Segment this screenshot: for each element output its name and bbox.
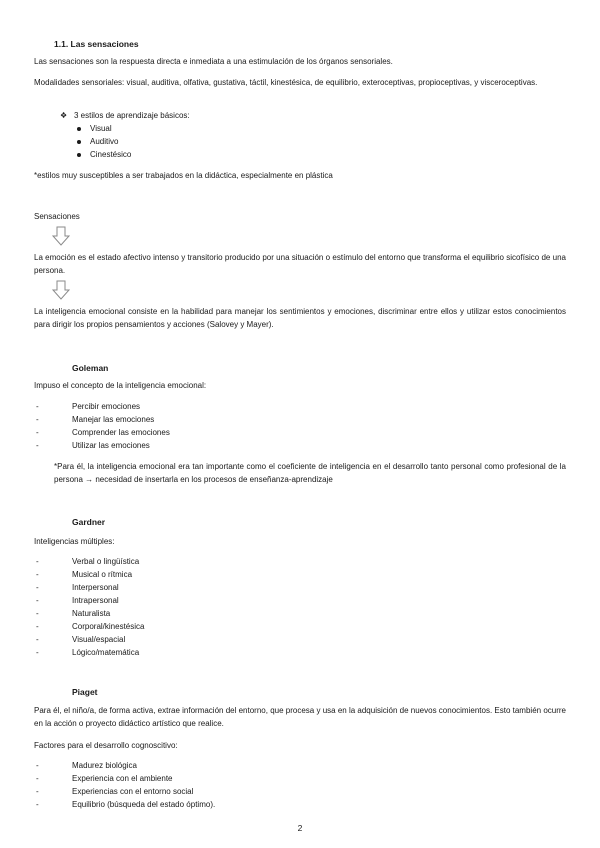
style-item: Cinestésico (90, 149, 131, 162)
goleman-heading: Goleman (72, 363, 109, 373)
list-item: - Verbal o lingüística (36, 557, 140, 566)
circle-bullet-icon (77, 140, 81, 144)
learning-styles-item (60, 110, 190, 123)
style-item: Visual (90, 123, 112, 136)
flow-start-label: Sensaciones (34, 212, 80, 221)
emotion-definition: La emoción es el estado afectivo intenso y transitorio producido por una situación o estímulo del entorno que transforma el equilibrio sicofísico de una persona. (34, 253, 566, 275)
list-item: - Manejar las emociones (36, 415, 155, 424)
styles-note: *estilos muy susceptibles a ser trabajados en la didáctica, especialmente en plástica (34, 171, 333, 180)
style-item: Auditivo (90, 136, 118, 149)
emotional-intelligence-definition: La inteligencia emocional consiste en la habilidad para manejar los sentimientos y emociones, discriminar entre ellos y utilizar estos conocimientos para dirigir los propios pensamientos y acciones (Salovey y Mayer). (34, 307, 566, 329)
goleman-note: *Para él, la inteligencia emocional era tan importante como el coeficiente de inteligencia en el desarrollo tanto personal como profesional de la persona → necesidad de insertarla en los procesos de enseñanza-aprendizaje (54, 462, 566, 484)
list-item: - Naturalista (36, 609, 111, 618)
list-item: - Percibir emociones (36, 402, 141, 411)
list-item: - Intrapersonal (36, 596, 119, 605)
list-item: - Equilibrio (búsqueda del estado óptimo). (36, 800, 216, 809)
list-item: - Visual/espacial (36, 635, 126, 644)
list-item: - Lógico/matemática (36, 648, 140, 657)
list-item: - Comprender las emociones (36, 428, 170, 437)
list-item: - Musical o rítmica (36, 570, 133, 579)
page-number: 2 (297, 823, 303, 833)
sensations-definition: Las sensaciones son la respuesta directa e inmediata a una estimulación de los órganos sensoriales. (34, 57, 393, 66)
section-title: 1.1. Las sensaciones (54, 39, 139, 49)
list-item: - Utilizar las emociones (36, 441, 150, 450)
sensory-modalities: Modalidades sensoriales: visual, auditiva, olfativa, gustativa, táctil, kinestésica, de equilibrio, exteroceptivas, propioceptivas, y visceroceptivas. (34, 78, 538, 87)
piaget-paragraph: Para él, el niño/a, de forma activa, extrae información del entorno, que procesa y usa en la adquisición de nuevos conocimientos. Esto también ocurre en la acción o proyecto didáctico artístico que realice. (34, 706, 566, 728)
list-item: - Madurez biológica (36, 761, 137, 770)
down-arrow-icon (52, 226, 70, 246)
diamond-bullet-icon: ❖ (60, 111, 68, 120)
list-item: - Corporal/kinestésica (36, 622, 145, 631)
list-item: - Interpersonal (36, 583, 119, 592)
circle-bullet-icon (77, 153, 81, 157)
learning-styles-label: 3 estilos de aprendizaje básicos: (74, 111, 190, 120)
piaget-heading: Piaget (72, 687, 98, 697)
gardner-heading: Gardner (72, 517, 106, 527)
list-item: - Experiencias con el entorno social (36, 787, 194, 796)
circle-bullet-icon (77, 127, 81, 131)
goleman-intro: Impuso el concepto de la inteligencia emocional: (34, 381, 207, 390)
down-arrow-icon (52, 280, 70, 300)
piaget-intro: Factores para el desarrollo cognoscitivo: (34, 741, 178, 750)
gardner-intro: Inteligencias múltiples: (34, 537, 115, 546)
list-item: - Experiencia con el ambiente (36, 774, 173, 783)
